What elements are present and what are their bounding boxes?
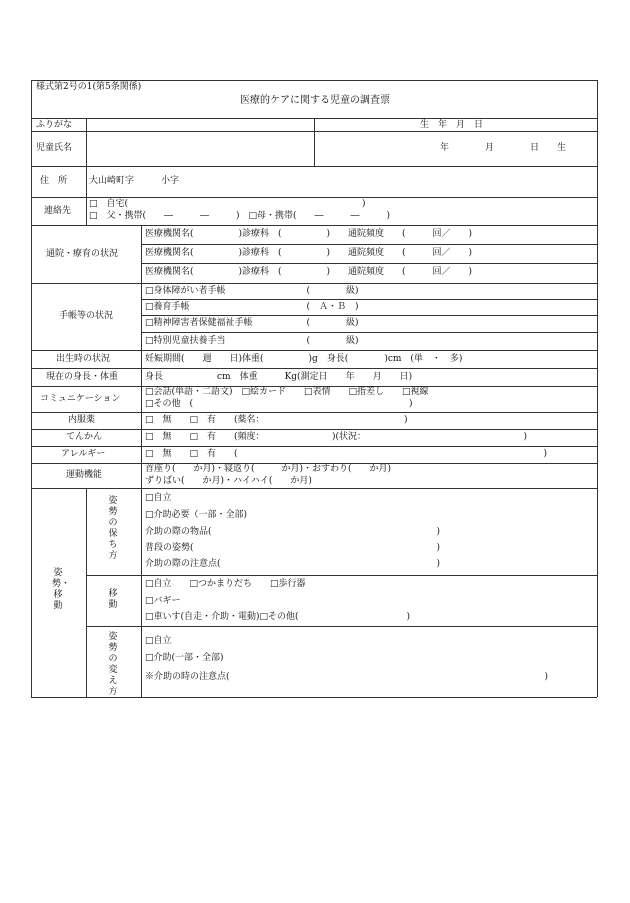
keep-row: □自立 (145, 493, 172, 503)
border-right (597, 80, 598, 697)
medical-row: 医療機関名( )診療科 ( ) 通院頻度 ( 回／ ) (145, 267, 473, 277)
row-line (31, 225, 597, 226)
epilepsy-label: てんかん (66, 432, 103, 442)
form-title: 医療的ケアに関する児童の調査票 (240, 95, 390, 106)
medication-value: □ 無 □ 有 (薬名： ) (145, 415, 408, 425)
change-row: □介助(一部・全部) (145, 653, 224, 663)
handbook-label: 手帳等の状況 (59, 311, 114, 321)
birth-header: 生 年 月 日 (420, 120, 484, 130)
handbook-row: □身体障がい者手帳 ( 級) (145, 286, 359, 296)
row-line (31, 488, 597, 489)
row-line (141, 299, 597, 300)
border-top (31, 80, 597, 81)
birth-status-value: 妊娠期間( 週 日)体重( )g 身長( )cm (単 ・ 多) (145, 354, 463, 364)
current-label: 現在の身長・体重 (46, 372, 119, 382)
address-label: 住 所 (40, 176, 68, 186)
border-left (31, 80, 32, 697)
col-line (86, 118, 87, 197)
handbook-row: □特別児童扶養手当 ( 級) (145, 336, 359, 346)
form-number: 様式第2号の1(第5条関係) (36, 82, 142, 92)
name-label: 児童氏名 (36, 143, 73, 153)
row-line (141, 263, 597, 264)
keep-row: 介助の際の物品( ) (145, 527, 441, 537)
medical-row: 医療機関名( )診療科 ( ) 通院頻度 ( 回／ ) (145, 248, 473, 258)
row-line (86, 626, 597, 627)
col-line (86, 488, 87, 697)
address-value: 大山崎町字 小字 (89, 176, 180, 186)
row-line (86, 575, 597, 576)
row-line (31, 446, 597, 447)
communication-label: コミュニケーション (40, 394, 121, 404)
keep-label: 姿勢の保ち方 (108, 496, 118, 561)
posture-label: 姿勢・移動 (52, 568, 71, 611)
medication-label: 内服薬 (68, 415, 96, 425)
epilepsy-value: □ 無 □ 有 (頻度： )(状況： ) (145, 432, 528, 442)
change-label: 姿勢の変え方 (108, 632, 118, 697)
furigana-label: ふりがな (36, 120, 73, 130)
col-line (86, 197, 87, 225)
move-row: □自立 □つかまりだち □歩行器 (145, 579, 306, 589)
medical-row: 医療機関名( )診療科 ( ) 通院頻度 ( 回／ ) (145, 229, 473, 239)
row-line (31, 197, 597, 198)
move-row: □車いす(自走・介助・電動)□その他( ) (145, 612, 411, 622)
change-row: □自立 (145, 636, 172, 646)
col-line (314, 118, 315, 166)
row-line (31, 283, 597, 284)
contact-mobile: □ 父・携帯( ― ― ) □母・携帯( ― ― ) (89, 211, 391, 221)
col-line (141, 225, 142, 488)
row-line (31, 412, 597, 413)
keep-row: □介助必要（一部・全部) (145, 510, 248, 520)
col-line (141, 488, 142, 697)
row-line (141, 315, 597, 316)
motor-line1: 首座り( か月)・寝返り( か月)・おすわり( か月) (145, 464, 392, 474)
allergy-value: □ 無 □ 有 ( ) (145, 449, 548, 459)
communication-line1: □会話(単語・二語文) □絵カード □表情 □指差し □視線 (145, 387, 429, 397)
current-value: 身長 cm 体重 Kg(測定日 年 月 日) (145, 372, 413, 382)
allergy-label: アレルギー (61, 449, 106, 459)
birth-status-label: 出生時の状況 (56, 354, 111, 364)
birth-date-format: 年 月 日 生 (440, 143, 567, 153)
handbook-row: □養育手帳 ( Ａ・Ｂ ) (145, 302, 359, 312)
row-line (141, 244, 597, 245)
row-line (31, 166, 597, 167)
medical-label: 通院・療育の状況 (46, 249, 119, 259)
contact-label: 連絡先 (44, 206, 72, 216)
row-line (31, 368, 597, 369)
motor-line2: ずりばい( か月)・ハイハイ( か月) (145, 476, 312, 486)
row-line (141, 332, 597, 333)
move-row: □バギー (145, 596, 181, 606)
communication-line2: □その他 ( ) (145, 399, 413, 409)
contact-home: □ 自宅( ) (89, 199, 366, 209)
row-line (31, 429, 597, 430)
motor-label: 運動機能 (66, 470, 103, 480)
row-line (31, 350, 597, 351)
change-row: ※介助の時の注意点( ) (145, 672, 549, 682)
keep-row: 介助の際の注意点( ) (145, 559, 441, 569)
keep-row: 普段の姿勢( ) (145, 543, 441, 553)
handbook-row: □精神障害者保健福祉手帳 ( 級) (145, 318, 359, 328)
move-label: 移動 (108, 589, 118, 610)
